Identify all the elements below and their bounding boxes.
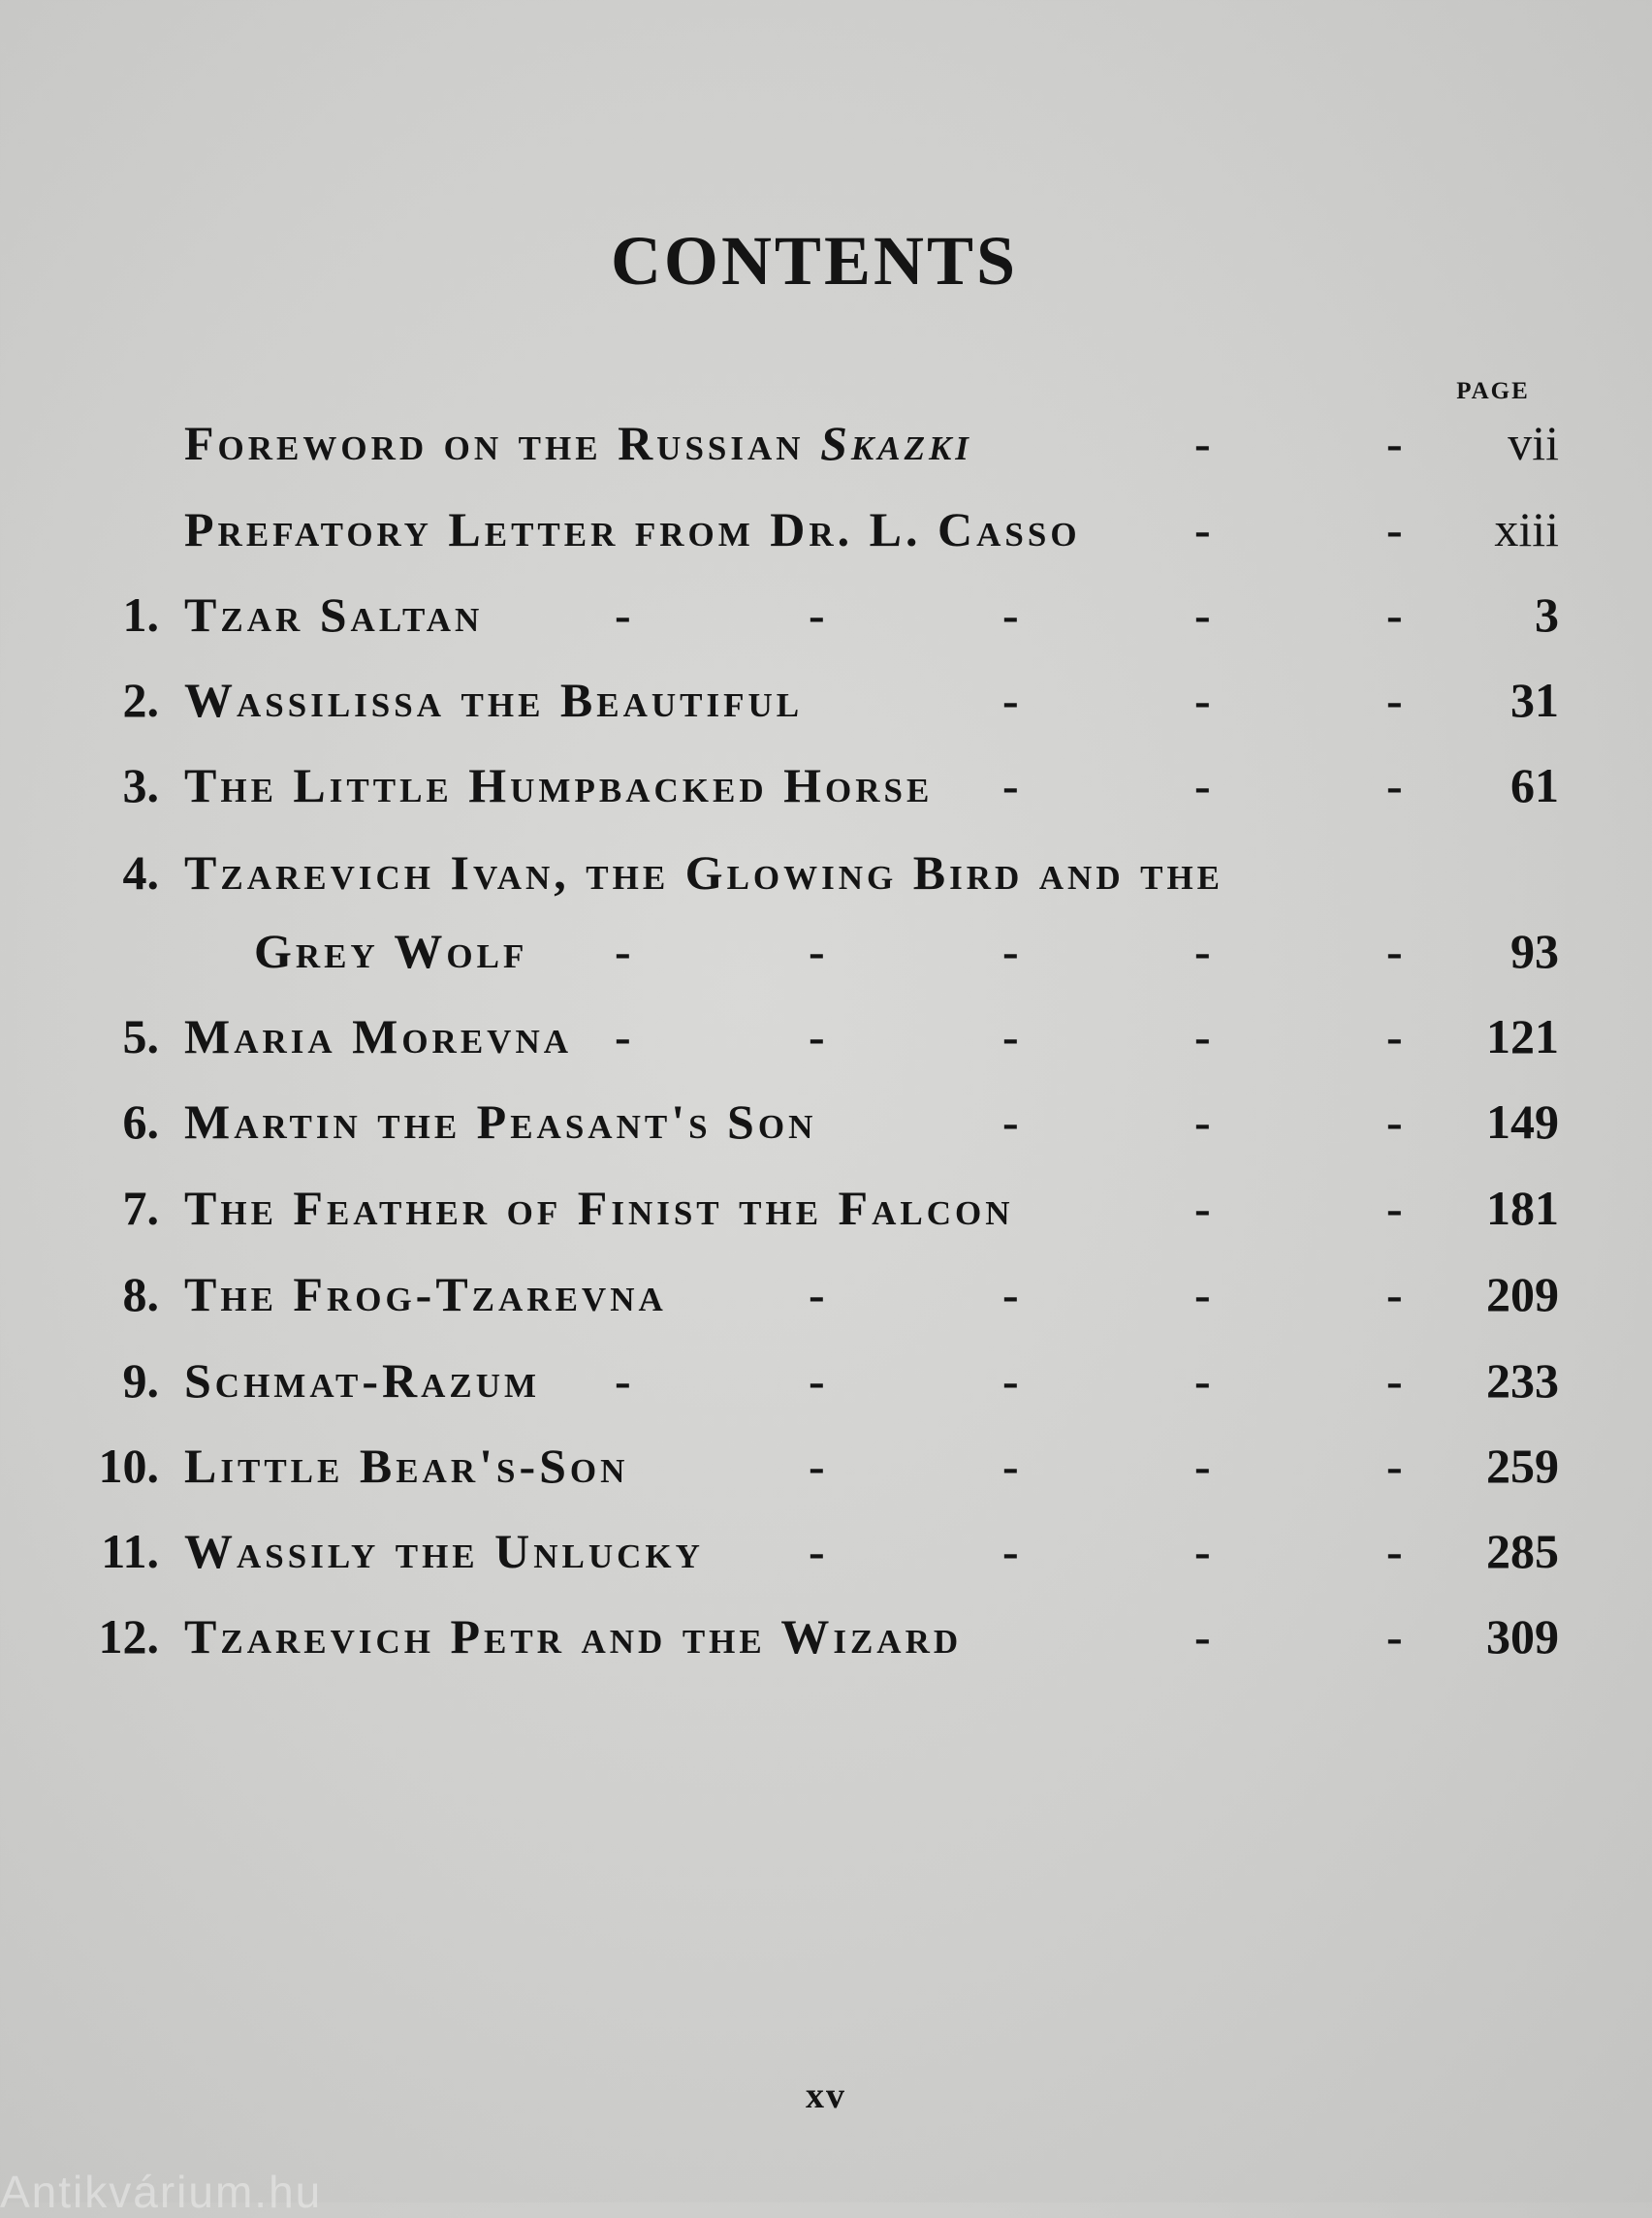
- dot-leader-dash: -: [1386, 587, 1407, 642]
- dot-leader-dash: -: [1386, 758, 1407, 812]
- toc-entry-5[interactable]: [0, 1008, 1652, 1086]
- dot-leader-dash: -: [809, 1439, 829, 1493]
- toc-entry-title: Maria Morevna: [184, 1009, 573, 1063]
- toc-entry-page: 3: [1535, 587, 1559, 642]
- toc-entry-2[interactable]: [0, 672, 1652, 749]
- toc-entry-title: Little Bear's-Son: [184, 1439, 629, 1493]
- dot-leader-dash: -: [1002, 1267, 1023, 1321]
- toc-entry-number: 7.: [122, 1181, 159, 1235]
- toc-entry-8[interactable]: [0, 1266, 1652, 1344]
- dot-leader-dash: -: [809, 1009, 829, 1063]
- toc-entry-12[interactable]: [0, 1608, 1652, 1686]
- toc-entry-page: vii: [1508, 416, 1559, 470]
- dot-leader-dash: -: [1386, 1439, 1407, 1493]
- dot-leader-dash: -: [1002, 1009, 1023, 1063]
- toc-entry-number: 10.: [98, 1439, 159, 1493]
- dot-leader-dash: -: [1386, 416, 1407, 470]
- page-number: xv: [806, 2075, 846, 2116]
- toc-entry-3[interactable]: [0, 757, 1652, 835]
- dot-leader-dash: -: [1002, 587, 1023, 642]
- toc-entry-number: 1.: [122, 587, 159, 642]
- dot-leader-dash: -: [1194, 587, 1215, 642]
- dot-leader-dash: -: [1386, 1524, 1407, 1578]
- toc-entry-title: Wassily the Unlucky: [184, 1524, 704, 1578]
- toc-entry-6[interactable]: [0, 1093, 1652, 1171]
- toc-entry-10[interactable]: [0, 1438, 1652, 1515]
- dot-leader-dash: -: [615, 1353, 635, 1408]
- toc-entry-prefatory-letter[interactable]: [0, 501, 1652, 579]
- dot-leader-dash: -: [1002, 1439, 1023, 1493]
- dot-leader-dash: -: [1386, 502, 1407, 556]
- dot-leader-dash: -: [809, 1524, 829, 1578]
- dot-leader-dash: -: [1194, 1267, 1215, 1321]
- toc-entry-title: Prefatory Letter from Dr. L. Casso: [184, 502, 1081, 556]
- toc-entry-foreword[interactable]: [0, 415, 1652, 492]
- toc-entry-page: 233: [1486, 1353, 1559, 1408]
- toc-entry-title: The Little Humpbacked Horse: [184, 758, 934, 812]
- dot-leader-dash: -: [615, 587, 635, 642]
- page-title: CONTENTS: [610, 222, 1019, 300]
- dot-leader-dash: -: [1002, 673, 1023, 727]
- toc-entry-number: 2.: [122, 673, 159, 727]
- toc-entry-4-continued[interactable]: [0, 923, 1652, 1000]
- toc-entry-11[interactable]: [0, 1523, 1652, 1600]
- dot-leader-dash: -: [1386, 1609, 1407, 1664]
- dot-leader-dash: -: [1194, 1009, 1215, 1063]
- toc-entry-title: Tzarevich Ivan, the Glowing Bird and the: [184, 845, 1224, 900]
- dot-leader-dash: -: [1194, 502, 1215, 556]
- watermark: Antikvárium.hu: [0, 2167, 323, 2217]
- toc-entry-number: 5.: [122, 1009, 159, 1063]
- dot-leader-dash: -: [1194, 1181, 1215, 1235]
- toc-entry-page: 259: [1486, 1439, 1559, 1493]
- dot-leader-dash: -: [1386, 1353, 1407, 1408]
- toc-entry-page: xiii: [1494, 502, 1559, 556]
- toc-entry-page: 181: [1486, 1181, 1559, 1235]
- toc-entry-title: The Frog-Tzarevna: [184, 1267, 667, 1321]
- toc-entry-number: 11.: [101, 1524, 159, 1578]
- toc-entry-1[interactable]: [0, 586, 1652, 664]
- dot-leader-dash: -: [1386, 1009, 1407, 1063]
- toc-entry-page: 285: [1486, 1524, 1559, 1578]
- toc-entry-page: 209: [1486, 1267, 1559, 1321]
- dot-leader-dash: -: [809, 1353, 829, 1408]
- page-column-heading: PAGE: [1456, 378, 1530, 404]
- dot-leader-dash: -: [1194, 1353, 1215, 1408]
- dot-leader-dash: -: [1194, 758, 1215, 812]
- dot-leader-dash: -: [615, 924, 635, 978]
- toc-entry-number: 3.: [122, 758, 159, 812]
- toc-entry-title-continued: Grey Wolf: [254, 924, 528, 978]
- dot-leader-dash: -: [1002, 1524, 1023, 1578]
- toc-entry-page: 61: [1510, 758, 1559, 812]
- toc-entry-title: Schmat-Razum: [184, 1353, 541, 1408]
- toc-entry-title: Martin the Peasant's Son: [184, 1094, 817, 1149]
- dot-leader-dash: -: [615, 1009, 635, 1063]
- toc-entry-page: 93: [1510, 924, 1559, 978]
- dot-leader-dash: -: [1002, 1353, 1023, 1408]
- dot-leader-dash: -: [1194, 1609, 1215, 1664]
- toc-entry-title: Foreword on the Russian Skazki: [184, 416, 972, 470]
- toc-entry-title-italic: Skazki: [820, 416, 972, 470]
- toc-entry-4[interactable]: [0, 844, 1652, 922]
- dot-leader-dash: -: [1002, 758, 1023, 812]
- toc-entry-number: 9.: [122, 1353, 159, 1408]
- toc-entry-page: 31: [1510, 673, 1559, 727]
- dot-leader-dash: -: [1002, 1094, 1023, 1149]
- toc-entry-7[interactable]: [0, 1180, 1652, 1257]
- dot-leader-dash: -: [1194, 1094, 1215, 1149]
- dot-leader-dash: -: [1386, 1267, 1407, 1321]
- toc-entry-page: 121: [1486, 1009, 1559, 1063]
- toc-entry-title: The Feather of Finist the Falcon: [184, 1181, 1014, 1235]
- dot-leader-dash: -: [809, 1267, 829, 1321]
- toc-entry-page: 149: [1486, 1094, 1559, 1149]
- dot-leader-dash: -: [1386, 1094, 1407, 1149]
- dot-leader-dash: -: [1002, 924, 1023, 978]
- toc-entry-page: 309: [1486, 1609, 1559, 1664]
- toc-entry-number: 4.: [122, 845, 159, 900]
- dot-leader-dash: -: [1194, 1439, 1215, 1493]
- dot-leader-dash: -: [1386, 1181, 1407, 1235]
- dot-leader-dash: -: [1194, 673, 1215, 727]
- toc-entry-title: Wassilissa the Beautiful: [184, 673, 804, 727]
- dot-leader-dash: -: [1194, 924, 1215, 978]
- toc-entry-9[interactable]: [0, 1352, 1652, 1430]
- dot-leader-dash: -: [809, 587, 829, 642]
- toc-entry-number: 6.: [122, 1094, 159, 1149]
- toc-entry-title: Tzar Saltan: [184, 587, 484, 642]
- dot-leader-dash: -: [1194, 416, 1215, 470]
- dot-leader-dash: -: [1194, 1524, 1215, 1578]
- dot-leader-dash: -: [1386, 924, 1407, 978]
- toc-entry-title: Tzarevich Petr and the Wizard: [184, 1609, 963, 1664]
- toc-entry-number: 8.: [122, 1267, 159, 1321]
- dot-leader-dash: -: [809, 924, 829, 978]
- dot-leader-dash: -: [1386, 673, 1407, 727]
- toc-entry-number: 12.: [98, 1609, 159, 1664]
